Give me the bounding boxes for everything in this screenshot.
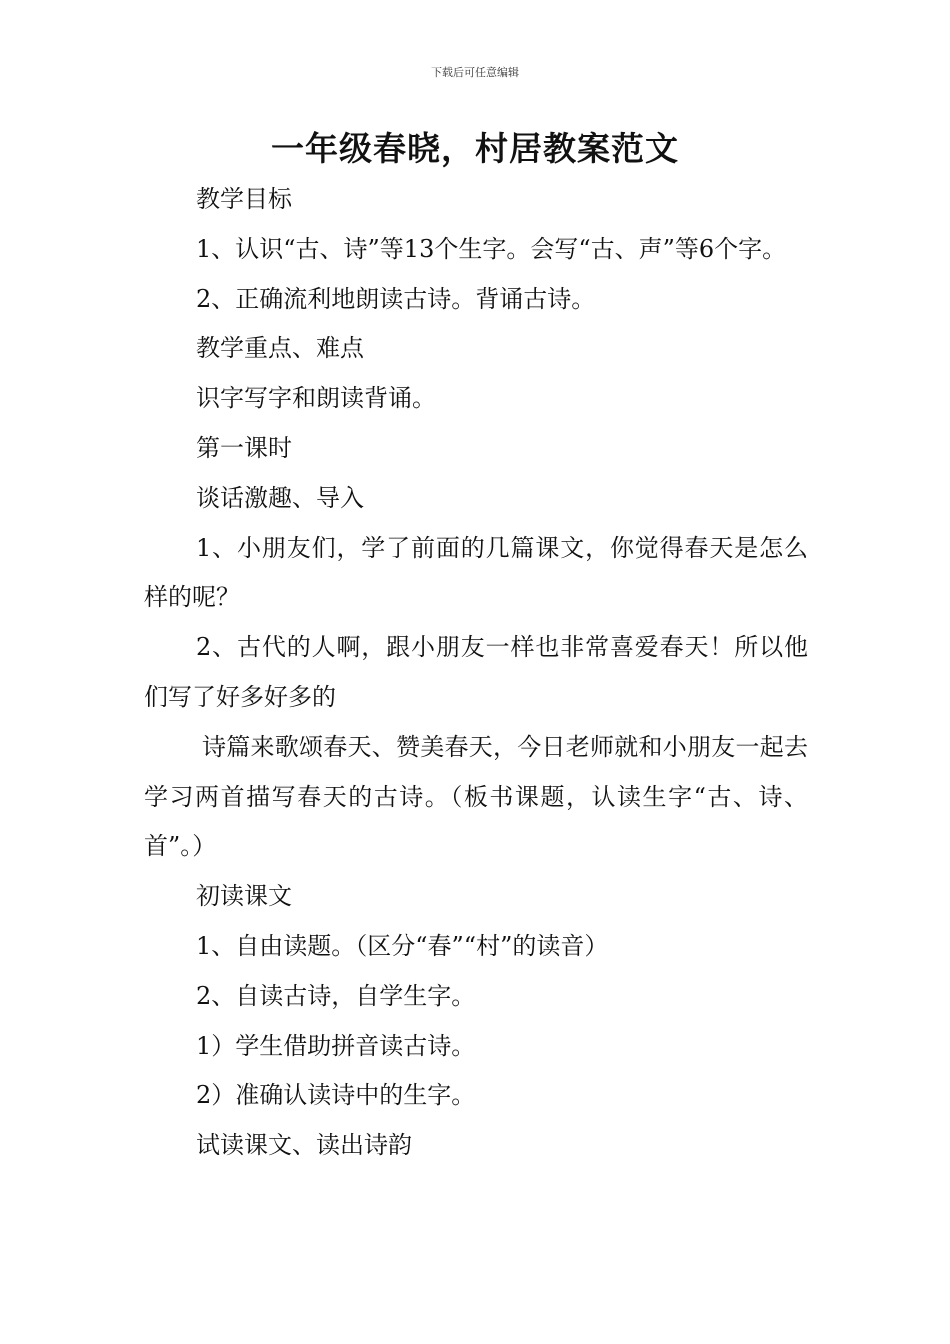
section-heading-intro: 谈话激趣、导入: [196, 483, 364, 512]
paragraph: 1、自由读题。（区分“春”“村”的读音）: [196, 931, 609, 960]
paragraph: 1、小朋友们，学了前面的几篇课文，你觉得春天是怎么样的呢？: [144, 533, 808, 612]
page-header-note: 下载后可任意编辑: [431, 66, 519, 79]
section-heading-first-lesson: 第一课时: [196, 433, 292, 462]
paragraph: 2）准确认读诗中的生字。: [196, 1081, 476, 1110]
section-heading-key-points: 教学重点、难点: [196, 334, 364, 363]
section-heading-trial-reading: 试读课文、读出诗韵: [196, 1131, 412, 1160]
paragraph: 1）学生借助拼音读古诗。: [196, 1031, 476, 1060]
section-heading-first-reading: 初读课文: [196, 882, 292, 911]
paragraph: 1、认识“古、诗”等13个生字。会写“古、声”等6个字。: [196, 234, 787, 263]
paragraph: 2、正确流利地朗读古诗。背诵古诗。: [196, 284, 596, 313]
document-title: 一年级春晓，村居教案范文: [271, 129, 679, 168]
paragraph: 识字写字和朗读背诵。: [196, 384, 436, 413]
paragraph: 诗篇来歌颂春天、赞美春天，今日老师就和小朋友一起去学习两首描写春天的古诗。（板书课题，认读生字“古、诗、首”。）: [144, 732, 808, 861]
document-body: [144, 175, 808, 1171]
paragraph: 2、古代的人啊，跟小朋友一样也非常喜爱春天！所以他们写了好多好多的: [144, 633, 808, 711]
paragraph: 2、自读古诗，自学生字。: [196, 981, 476, 1010]
section-heading-teaching-goals: 教学目标: [196, 185, 292, 213]
